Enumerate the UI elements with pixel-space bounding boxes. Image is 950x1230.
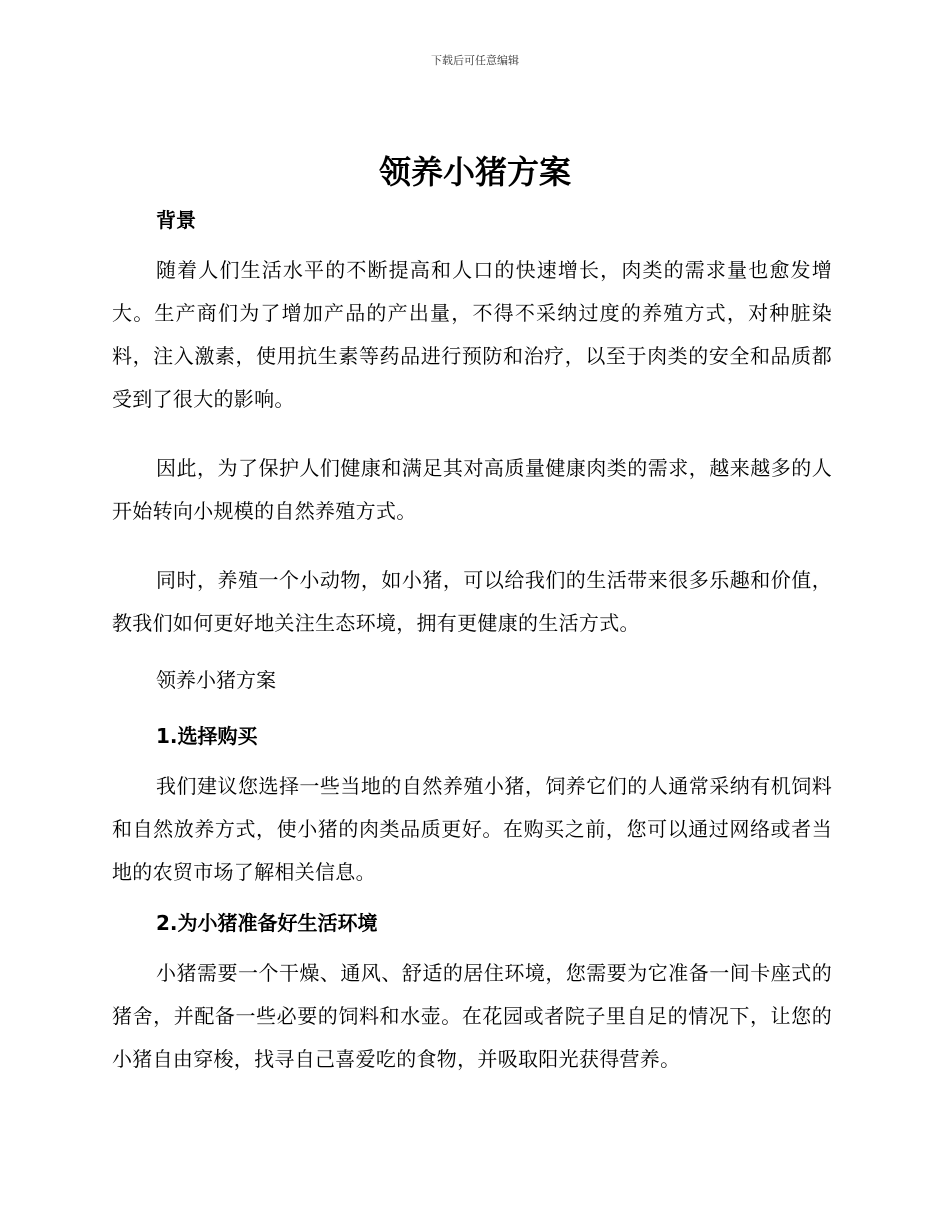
paragraph: 随着人们生活水平的不断提高和人口的快速增长，肉类的需求量也愈发增大。生产商们为了增加产品的产出量，不得不采纳过度的养殖方式，对种脏染料，注入激素，使用抗生素等药品进行预防和治疗，以至于肉类的安全和品质都受到了很大的影响。 bbox=[112, 258, 832, 411]
section-paragraph: 小猪需要一个干燥、通风、舒适的居住环境，您需要为它准备一间卡座式的猪舍，并配备一些必要的饲料和水壶。在花园或者院子里自足的情况下，让您的小猪自由穿梭，找寻自己喜爱吃的食物，并吸取阳光获得营养。 bbox=[112, 961, 832, 1071]
section-heading: 1.选择购买 bbox=[156, 724, 258, 748]
page-header: 下载后可任意编辑 bbox=[431, 54, 519, 67]
paragraph: 因此，为了保护人们健康和满足其对高质量健康肉类的需求，越来越多的人开始转向小规模的自然养殖方式。 bbox=[112, 456, 832, 523]
section-heading: 2.为小猪准备好生活环境 bbox=[156, 911, 378, 935]
document-body bbox=[112, 205, 832, 1081]
plan-heading: 领养小猪方案 bbox=[156, 668, 276, 692]
background-heading: 背景 bbox=[156, 208, 196, 232]
paragraph: 同时，养殖一个小动物，如小猪，可以给我们的生活带来很多乐趣和价值，教我们如何更好地关注生态环境，拥有更健康的生活方式。 bbox=[112, 568, 832, 635]
section-paragraph: 我们建议您选择一些当地的自然养殖小猪，饲养它们的人通常采纳有机饲料和自然放养方式，使小猪的肉类品质更好。在购买之前，您可以通过网络或者当地的农贸市场了解相关信息。 bbox=[112, 774, 832, 884]
document-title: 领养小猪方案 bbox=[378, 153, 571, 191]
